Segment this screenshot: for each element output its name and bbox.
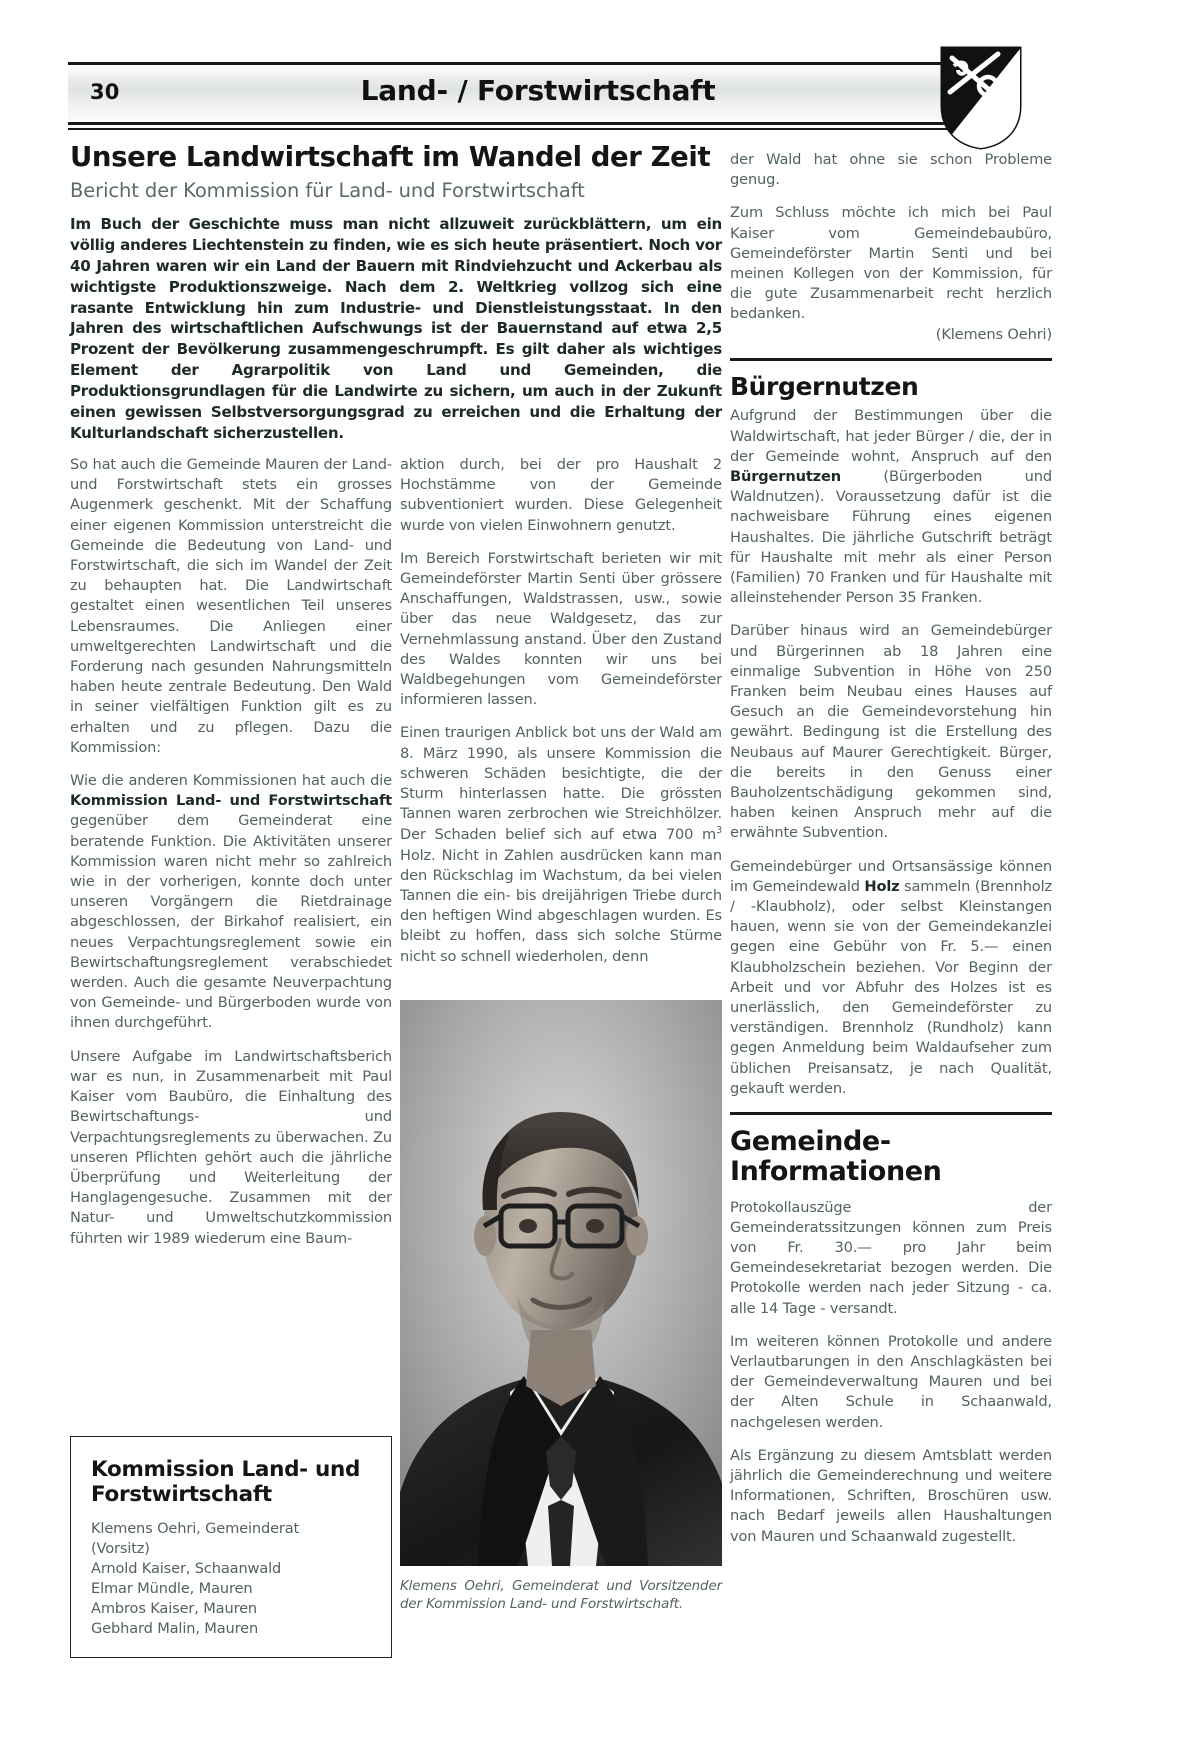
paragraph: [730, 857, 1052, 1099]
article-signature: (Klemens Oehri): [935, 325, 1052, 343]
paragraph: [400, 723, 722, 966]
commission-infobox: [70, 1436, 392, 1658]
paragraph: aktion durch, bei der pro Haushalt 2 Hochstämme von der Gemeinde subventioniert wurden. Diese Gelegenheit wurde von vielen Einwohnern genutzt.: [400, 456, 722, 534]
coat-of-arms-icon: [938, 44, 1024, 152]
list-item: Elmar Mündle, Mauren: [91, 1580, 253, 1598]
column-one: [70, 455, 392, 1262]
header-title: Land- / Forstwirtschaft: [360, 74, 716, 107]
text-run: Holz. Nicht in Zahlen ausdrücken kann man den Rückschlag im Wachstum, da bei vielen Tannen die ein- bis dreijährigen Triebe durch den heftigen Wind abgeschlagen wurden. Es bleibt zu hoffen, dass sich solche Stürme nicht so schnell wiederholen, denn: [400, 846, 722, 965]
list-item: Klemens Oehri, Gemeinderat: [91, 1520, 300, 1538]
text-run: Wie die anderen Kommissionen hat auch die: [70, 772, 392, 790]
header-rule-bottom-thick: [68, 122, 1008, 125]
paragraph: der Wald hat ohne sie schon Probleme genug.: [730, 151, 1052, 189]
paragraph: Im Bereich Forstwirtschaft berieten wir mit Gemeindeförster Martin Senti über grössere Anschaffungen, Waldstrassen, usw., sowie über das neue Waldgesetz, das zur Vernehmlassung anstand. Über den Zustand des Waldes konnten wir uns bei Waldbegehungen vom Gemeindeförster informieren lassen.: [400, 549, 722, 709]
page-number: 30: [90, 80, 120, 104]
paragraph: [70, 771, 392, 1034]
paragraph: [730, 203, 1052, 344]
article-subtitle: Bericht der Kommission für Land- und Forstwirtschaft: [70, 179, 585, 202]
list-item: Ambros Kaiser, Mauren: [91, 1600, 258, 1618]
photo-caption: Klemens Oehri, Gemeinderat und Vorsitzender der Kommission Land- und Forstwirtschaft.: [400, 1579, 722, 1612]
section-heading-buergernutzen: Bürgernutzen: [730, 371, 919, 401]
article-lead-paragraph: Im Buch der Geschichte muss man nicht allzuweit zurückblättern, um ein völlig anderes Liechtenstein zu finden, wie es sich heute präsentiert. Noch vor 40 Jahren waren wir ein Land der Bauern mit Rindviehzucht und Ackerbau als wichtigste Produktionszweige. Nach dem 2. Weltkrieg vollzog sich eine rasante Entwicklung hin zum Industrie- und Dienstleistungsstaat. In den Jahren des wirtschaftlichen Aufschwungs ist der Bauernstand auf etwa 2,5 Prozent der Bevölkerung zusammengeschrumpft. Es gilt daher als wichtiges Element der Agrarpolitik von Land und Gemeinden, die Produktionsgrundlagen für die Landwirte zu sichern, um auch in der Zukunft einen gewissen Selbstversorgungsgrad zu erreichen und die Erhaltung der Kulturlandschaft sicherzustellen.: [70, 215, 722, 442]
list-item: Arnold Kaiser, Schaanwald: [91, 1560, 282, 1578]
section-rule: [730, 1112, 1052, 1115]
paragraph: So hat auch die Gemeinde Mauren der Land- und Forstwirtschaft stets ein grosses Augenmerk geschenkt. Mit der Schaffung einer eigenen Kommission unterstreicht die Gemeinde die Bedeutung von Land- und Forstwirtschaft, die sich im Wandel der Zeit zu behaupten hat. Die Landwirtschaft gestaltet einen wesentlichen Teil unseres Lebensraumes. Die Anliegen einer umweltgerechten Landwirtschaft und die Forderung nach gesunden Nahrungsmitteln haben heute zentrale Bedeutung. Den Wald in seiner vielfältigen Funktion gilt es zu erhalten und zu pflegen. Dazu die Kommission:: [70, 456, 392, 756]
heading-line-2: Informationen: [730, 1156, 942, 1188]
paragraph: Unsere Aufgabe im Landwirtschaftsberich war es nun, in Zusammenarbeit mit Paul Kaiser vom Baubüro, die Einhaltung des Bewirtschaftungs- und Verpachtungsreglements zu überwachen. Zu unseren Pflichten gehört auch die jährliche Überprüfung und Weiterleitung der Hanglagengesuche. Zusammen mit der Natur- und Umweltschutzkommission führten wir 1989 wiederum eine Baum-: [70, 1047, 392, 1247]
section-heading-gemeinde-informationen: [730, 1127, 1052, 1187]
emphasis-run: Holz: [864, 877, 900, 895]
infobox-member-list: [91, 1519, 371, 1639]
emphasis-run: Kommission Land- und Forstwirtschaft: [70, 792, 392, 810]
infobox-title: Kommission Land- und Forstwirtschaft: [91, 1457, 361, 1508]
paragraph: Als Ergänzung zu diesem Amtsblatt werden jährlich die Gemeinderechnung und weitere Informationen, Schriften, Broschüren usw. nach Bedarf jeweils allen Haushaltungen von Mauren und Schaanwald zugestellt.: [730, 1446, 1052, 1545]
text-run: sammeln (Brennholz / -Klaubholz), oder selbst Kleinstangen hauen, wenn sie von der Gemeindekanzlei gegen eine Gebühr von Fr. 5.— einen Klaubholzschein beziehen. Vor Beginn der Arbeit und vor Abfuhr des Holzes ist es unerlässlich, den Gemeindeförster zu verständigen. Brennholz (Rundholz) kann gegen Anmeldung beim Waldaufseher zum üblichen Preisansatz, je nach Qualität, gekauft werden.: [730, 877, 1052, 1097]
header-rule-bottom-thin: [68, 128, 1008, 130]
paragraph: Im weiteren können Protokolle und andere Verlautbarungen in den Anschlagkästen bei der Gemeindeverwaltung Mauren und bei der Alten Schule in Schaanwald, nachgelesen werden.: [730, 1332, 1052, 1431]
header-rule-top: [68, 62, 1008, 65]
column-three: [730, 150, 1052, 1560]
column-two: [400, 455, 722, 980]
section-rule: [730, 358, 1052, 361]
article-title: Unsere Landwirtschaft im Wandel der Zeit: [70, 141, 711, 173]
emphasis-run: Bürgernutzen: [730, 467, 841, 485]
paragraph: Darüber hinaus wird an Gemeindebürger und Bürgerinnen ab 18 Jahren eine einmalige Subvention in Höhe von 250 Franken beim Neubau eines Hauses auf Gesuch an die Gemeindevorstehung hin gewährt. Bedingung ist die Erstellung des Neubaus auf Maurer Gerechtigkeit. Bürger, die bereits in den Genuss einer Bauholzentschädigung gekommen sind, haben keinen Anspruch mehr auf die erwähnte Subvention.: [730, 622, 1052, 842]
list-item: (Vorsitz): [91, 1540, 150, 1558]
text-run: gegenüber dem Gemeinderat eine beratende Funktion. Die Aktivitäten unserer Kommission waren nicht mehr so zahlreich wie in der vorherigen, konnte doch unter unseren Vorgängern die Rietdrainage abgeschlossen, der Birkahof realisiert, ein neues Verpachtungsreglement sowie ein Bewirtschaftungsreglement verabschiedet werden. Auch die gesamte Neuverpachtung von Gemeinde- und Bürgerboden wurde von ihnen durchgeführt.: [70, 812, 392, 1032]
paragraph: [730, 406, 1052, 608]
text-run: (Bürgerboden und Waldnutzen). Voraussetzung dafür ist die nachweisbare Führung eines eigenen Haushaltes. Die jährliche Gutschrift beträgt für Haushalte mit mehr als einer Person (Familien) 70 Franken und für Haushalte mit alleinstehender Person 35 Franken.: [730, 467, 1052, 607]
portrait-photo: [400, 1000, 722, 1566]
text-run: Aufgrund der Bestimmungen über die Waldwirtschaft, hat jeder Bürger / die, der in der Gemeinde wohnt, Anspruch auf den: [730, 407, 1052, 465]
text-run: Zum Schluss möchte ich mich bei Paul Kaiser vom Gemeindebaubüro, Gemeindeförster Martin Senti und bei meinen Kollegen von der Kommission, für die gute Zusammenarbeit recht herzlich bedanken.: [730, 204, 1052, 323]
heading-line-1: Gemeinde-: [730, 1126, 891, 1158]
text-run: Einen traurigen Anblick bot uns der Wald am 8. März 1990, als unsere Kommission die schweren Schäden besichtigte, die der Sturm hinterlassen hatte. Die grössten Tannen waren zerbrochen wie Streichhölzer. Der Schaden belief sich auf etwa 700 m: [400, 724, 722, 844]
superscript: 3: [716, 825, 722, 837]
text-run: Gemeindebürger und Ortsansässige können im Gemeindewald: [730, 857, 1052, 895]
page-header: [68, 62, 1080, 134]
paragraph: Protokollauszüge der Gemeinderatssitzungen können zum Preis von Fr. 30.— pro Jahr beim Gemeindesekretariat bezogen werden. Die Protokolle werden nach jeder Sitzung - ca. alle 14 Tage - versandt.: [730, 1198, 1052, 1317]
list-item: Gebhard Malin, Mauren: [91, 1620, 259, 1638]
